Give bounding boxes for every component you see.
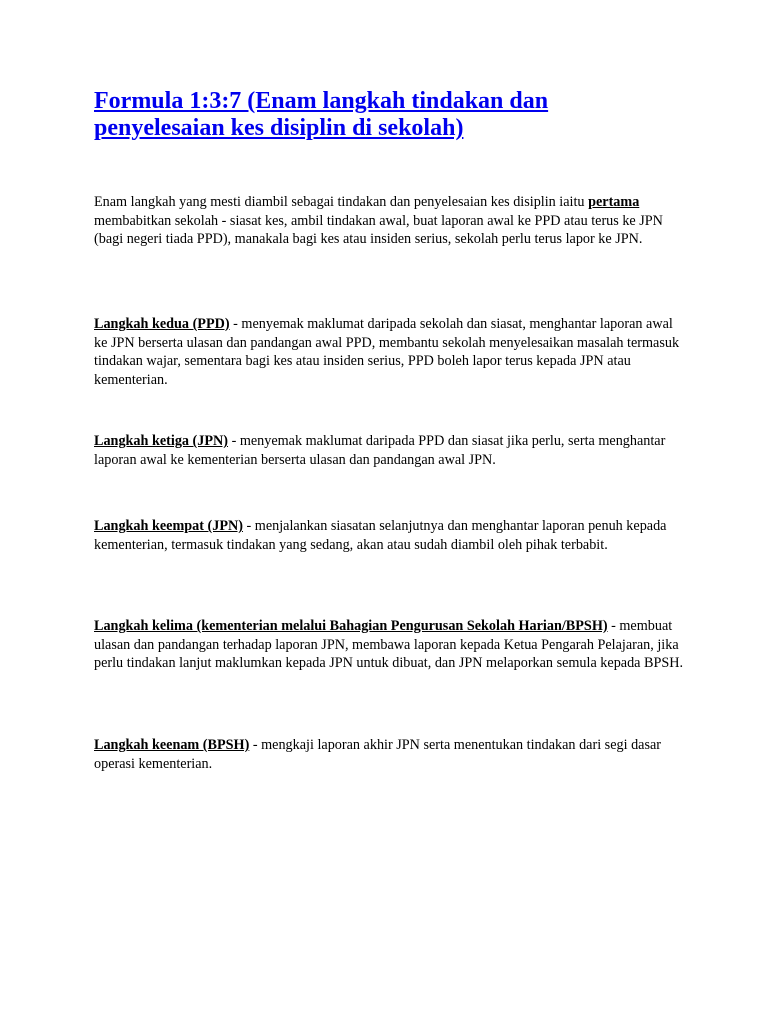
- step-text-kelima: - membuat ulasan dan pandangan terhadap laporan JPN, membawa laporan kepada Ketua Pengarah Pelajaran, jika perlu tindakan lanjut maklumkan kepada JPN untuk dibuat, dan JPN melaporkan semula kepada BPSH.: [94, 618, 684, 672]
- intro-text-after: membabitkan sekolah - siasat kes, ambil tindakan awal, buat laporan awal ke PPD atau terus ke JPN (bagi negeri tiada PPD), manakala bagi kes atau insiden serius, sekolah perlu terus lapor ke JPN.: [94, 212, 663, 248]
- step-text-ketiga: - menyemak maklumat daripada PPD dan siasat jika perlu, serta menghantar laporan awal ke kementerian berserta ulasan dan pandangan awal JPN.: [94, 433, 666, 468]
- step-heading-kedua: Langkah kedua (PPD): [94, 316, 230, 332]
- step-heading-keenam: Langkah keenam (BPSH): [94, 737, 250, 753]
- step-paragraph-keempat: [94, 517, 684, 554]
- step-heading-keempat: Langkah keempat (JPN): [94, 518, 243, 534]
- intro-text-before: Enam langkah yang mesti diambil sebagai tindakan dan penyelesaian kes disiplin iaitu: [94, 194, 589, 210]
- intro-bold-pertama: pertama: [588, 194, 640, 210]
- step-paragraph-kedua: [94, 315, 684, 390]
- step-paragraph-keenam: [94, 736, 684, 773]
- intro-paragraph: [94, 193, 684, 249]
- step-text-kedua: - menyemak maklumat daripada sekolah dan siasat, menghantar laporan awal ke JPN berserta ulasan dan pandangan awal PPD, membantu sekolah menyelesaikan masalah termasuk tindakan wajar, sementara bagi kes atau insiden serius, PPD boleh lapor terus kepada JPN atau kementerian.: [94, 316, 680, 389]
- step-paragraph-kelima: [94, 617, 684, 673]
- step-paragraph-ketiga: [94, 432, 684, 469]
- document-title-link[interactable]: Formula 1:3:7 (Enam langkah tindakan dan penyelesaian kes disiplin di sekolah): [94, 88, 549, 141]
- step-heading-kelima: Langkah kelima (kementerian melalui Bahagian Pengurusan Sekolah Harian/BPSH): [94, 618, 608, 634]
- step-text-keenam: - mengkaji laporan akhir JPN serta menentukan tindakan dari segi dasar operasi kementerian.: [94, 737, 662, 772]
- step-text-keempat: - menjalankan siasatan selanjutnya dan menghantar laporan penuh kepada kementerian, termasuk tindakan yang sedang, akan atau sudah diambil oleh pihak terbabit.: [94, 518, 667, 553]
- step-heading-ketiga: Langkah ketiga (JPN): [94, 433, 229, 449]
